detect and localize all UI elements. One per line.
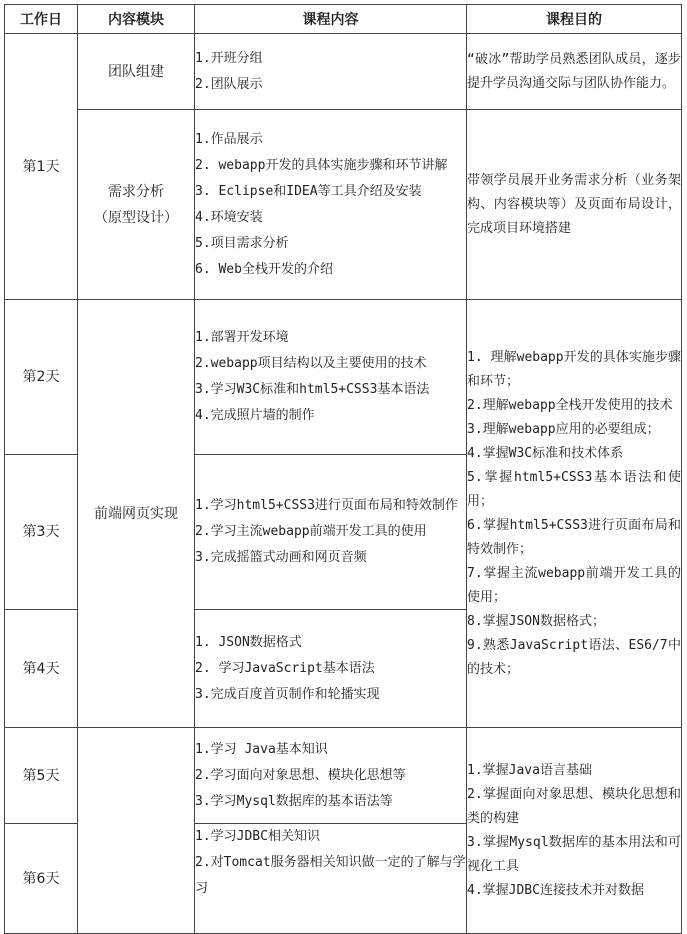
table-row bbox=[5, 728, 682, 824]
content-line: 3.完成百度首页制作和轮播实现 bbox=[195, 686, 380, 702]
goal-line: 5.掌握html5+CSS3基本语法和使用； bbox=[467, 469, 681, 509]
goal-line: 4.掌握JDBC连接技术并对数据 bbox=[467, 882, 644, 898]
goal-line: 4.掌握W3C标准和技术体系 bbox=[467, 445, 624, 461]
table-header-row bbox=[5, 5, 682, 34]
content-line: 1.学习 Java基本知识 bbox=[195, 741, 328, 757]
goal-line: 7.掌握主流webapp前端开发工具的使用； bbox=[467, 565, 681, 605]
content-line: 1.开班分组 bbox=[195, 50, 263, 66]
content-line: 3. Eclipse和IDEA等工具介绍及安装 bbox=[195, 183, 422, 199]
goal-text: “破冰”帮助学员熟悉团队成员，逐步提升学员沟通交际与团队协作能力。 bbox=[467, 51, 681, 91]
content-line: 2.webapp项目结构以及主要使用的技术 bbox=[195, 356, 427, 371]
module-cell-requirements bbox=[78, 110, 195, 300]
content-line: 5.项目需求分析 bbox=[195, 235, 289, 251]
day-cell-6: 第6天 bbox=[5, 824, 78, 934]
content-cell-day2 bbox=[195, 300, 467, 455]
content-line: 2.学习主流webapp前端开发工具的使用 bbox=[195, 524, 427, 539]
content-line: 3.学习Mysql数据库的基本语法等 bbox=[195, 793, 393, 809]
content-cell-day6 bbox=[195, 824, 467, 934]
module-line: （原型设计） bbox=[94, 209, 178, 226]
goal-line: 8.掌握JSON数据格式； bbox=[467, 613, 605, 629]
module-cell-team: 团队组建 bbox=[78, 34, 195, 110]
content-line: 1.部署开发环境 bbox=[195, 330, 289, 345]
content-line: 2.学习面向对象思想、模块化思想等 bbox=[195, 767, 406, 783]
goal-line: 9.熟悉JavaScript语法、ES6/7中的技术； bbox=[467, 637, 681, 677]
table-row bbox=[5, 110, 682, 300]
goal-line: 6.掌握html5+CSS3进行页面布局和特效制作； bbox=[467, 517, 681, 557]
day-cell-5: 第5天 bbox=[5, 728, 78, 824]
goal-line: 3.理解webapp应用的必要组成； bbox=[467, 421, 660, 437]
content-line: 3.学习W3C标准和html5+CSS3基本语法 bbox=[195, 382, 430, 397]
content-cell-day5 bbox=[195, 728, 467, 824]
content-line: 2.对Tomcat服务器相关知识做一定的了解与学习 bbox=[195, 855, 466, 896]
content-line: 1.学习JDBC相关知识 bbox=[195, 829, 320, 844]
day-cell-4: 第4天 bbox=[5, 610, 78, 728]
module-line: 需求分析 bbox=[108, 183, 164, 200]
day-cell-1: 第1天 bbox=[5, 34, 78, 300]
content-cell-team bbox=[195, 34, 467, 110]
content-line: 6. Web全栈开发的介绍 bbox=[195, 261, 333, 277]
goal-line: 1. 理解webapp开发的具体实施步骤和环节； bbox=[467, 349, 681, 389]
table-row bbox=[5, 34, 682, 110]
content-cell-requirements bbox=[195, 110, 467, 300]
content-line: 4.完成照片墙的制作 bbox=[195, 408, 315, 423]
goal-line: 1.掌握Java语言基础 bbox=[467, 762, 592, 778]
goal-line: 2.掌握面向对象思想、模块化思想和类的构建 bbox=[467, 786, 681, 826]
content-line: 2. webapp开发的具体实施步骤和环节讲解 bbox=[195, 157, 448, 173]
content-line: 3.完成摇篮式动画和网页音频 bbox=[195, 550, 367, 565]
module-cell-frontend: 前端网页实现 bbox=[78, 300, 195, 728]
course-schedule-table bbox=[4, 4, 682, 934]
content-line: 1. JSON数据格式 bbox=[195, 634, 302, 650]
goal-cell-frontend bbox=[467, 300, 682, 728]
header-goal: 课程目的 bbox=[467, 5, 682, 34]
module-cell-backend bbox=[78, 728, 195, 934]
header-day: 工作日 bbox=[5, 5, 78, 34]
header-module: 内容模块 bbox=[78, 5, 195, 34]
goal-cell-backend bbox=[467, 728, 682, 934]
content-line: 2. 学习JavaScript基本语法 bbox=[195, 660, 375, 676]
goal-cell-requirements bbox=[467, 110, 682, 300]
content-line: 4.环境安装 bbox=[195, 209, 263, 225]
goal-line: 3.掌握Mysql数据库的基本用法和可视化工具 bbox=[467, 834, 681, 874]
goal-cell-team bbox=[467, 34, 682, 110]
content-line: 1.作品展示 bbox=[195, 131, 263, 147]
content-line: 1.学习html5+CSS3进行页面布局和特效制作 bbox=[195, 498, 458, 513]
content-line: 2.团队展示 bbox=[195, 76, 263, 92]
day-cell-2: 第2天 bbox=[5, 300, 78, 455]
goal-text: 带领学员展开业务需求分析（业务架构、内容模块等）及页面布局设计，完成项目环境搭建 bbox=[467, 172, 681, 236]
content-cell-day4 bbox=[195, 610, 467, 728]
table-row bbox=[5, 300, 682, 455]
day-cell-3: 第3天 bbox=[5, 455, 78, 610]
goal-line: 2.理解webapp全栈开发使用的技术 bbox=[467, 397, 673, 413]
header-content: 课程内容 bbox=[195, 5, 467, 34]
content-cell-day3 bbox=[195, 455, 467, 610]
